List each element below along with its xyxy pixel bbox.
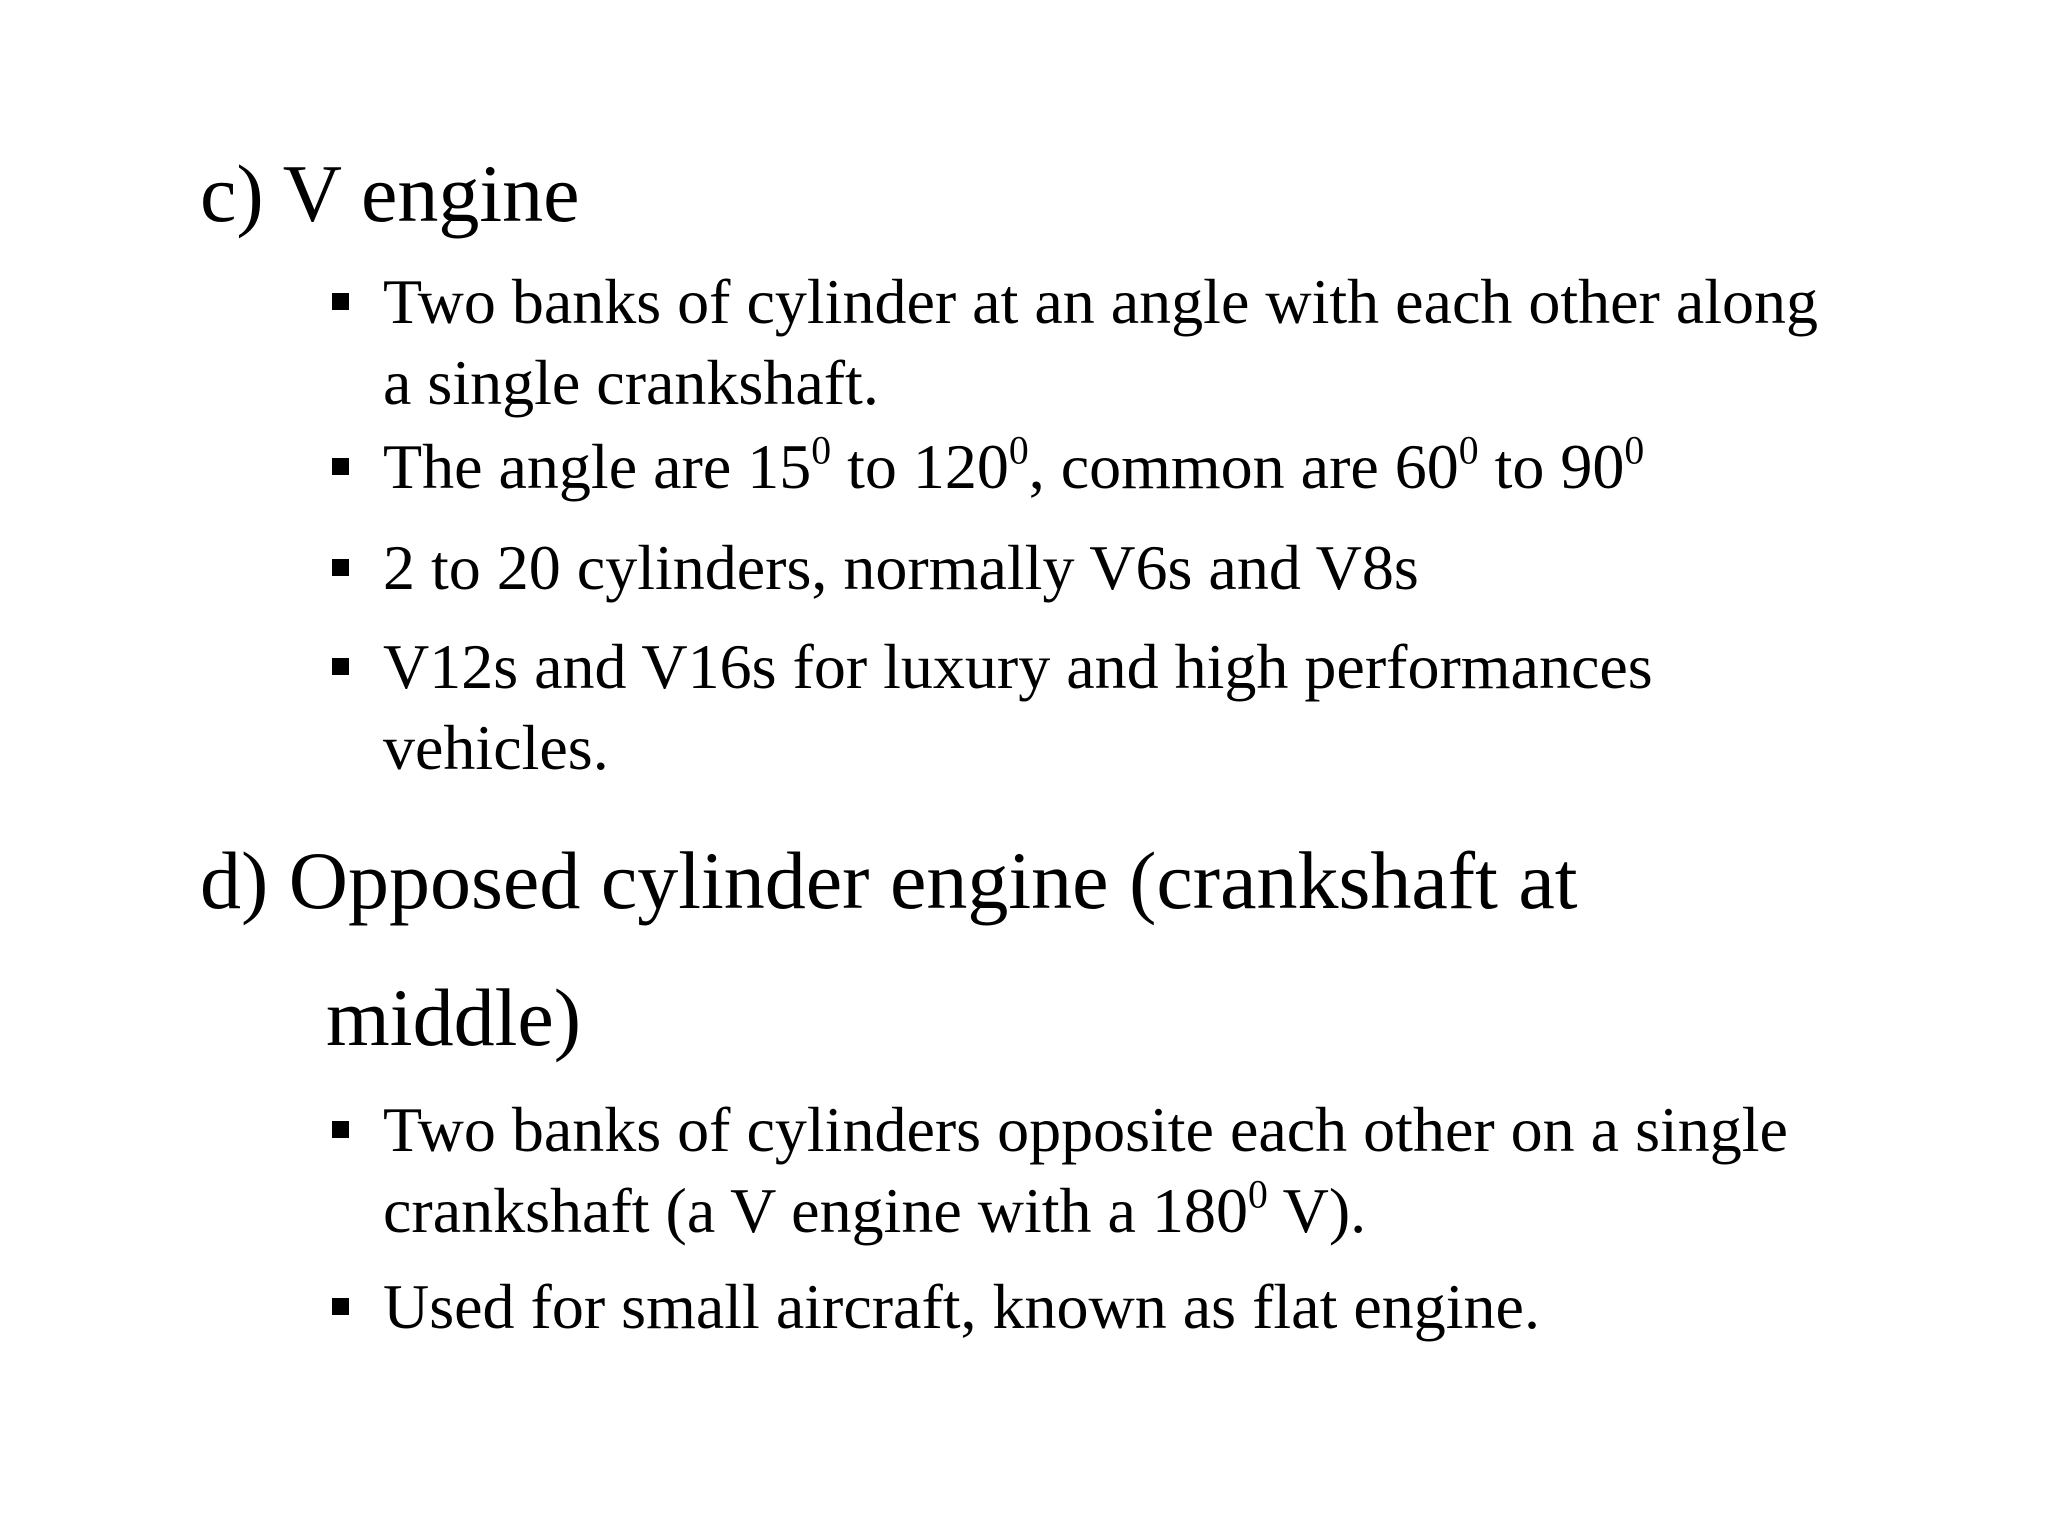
bullet-text-line: 2 to 20 cylinders, normally V6s and V8s [383, 532, 1419, 603]
bullet-text-line: a single crankshaft. [383, 347, 879, 418]
square-bullet-icon [332, 293, 349, 310]
text-segment: The angle are 15 [383, 431, 812, 502]
text-segment: , common are 60 [1028, 431, 1459, 502]
square-bullet-icon [332, 658, 349, 675]
bullet-list-opposed-cylinder-engine [330, 1089, 1970, 1347]
bullet-text-line: V12s and V16s for luxury and high performances [383, 631, 1653, 702]
bullet-text-line: vehicles. [383, 712, 609, 783]
text-segment: V). [1267, 1175, 1367, 1246]
bullet-text-line: Two banks of cylinder at an angle with each other along [383, 266, 1819, 337]
bullet-text-line: Used for small aircraft, known as flat engine. [383, 1271, 1540, 1342]
bullet-text-line [383, 1170, 1970, 1251]
square-bullet-icon [332, 559, 349, 576]
section-heading-v-engine [200, 125, 580, 262]
square-bullet-icon [332, 1298, 349, 1315]
heading-text: c) V engine [200, 148, 580, 239]
section-heading-opposed-cylinder-engine [200, 812, 1578, 1086]
text-segment: to 90 [1478, 431, 1625, 502]
text-segment: to 120 [831, 431, 1009, 502]
square-bullet-icon [332, 1121, 349, 1138]
degree-superscript: 0 [1247, 1172, 1268, 1217]
bullet-item [330, 527, 1970, 626]
bullet-item [330, 426, 1970, 527]
bullet-list-v-engine [330, 261, 1970, 788]
bullet-text-line: Two banks of cylinders opposite each other on a single [383, 1094, 1788, 1165]
bullet-item [330, 261, 1970, 426]
heading-text-continuation: middle) [326, 972, 582, 1063]
bullet-item [330, 1089, 1970, 1266]
degree-superscript: 0 [1624, 428, 1645, 473]
degree-superscript: 0 [811, 428, 832, 473]
bullet-text-line [383, 426, 1970, 507]
degree-superscript: 0 [1008, 428, 1029, 473]
bullet-item [330, 1266, 1970, 1347]
heading-text: d) Opposed cylinder engine (crankshaft at [200, 835, 1578, 926]
bullet-item [330, 626, 1970, 788]
text-segment: crankshaft (a V engine with a 180 [383, 1175, 1248, 1246]
square-bullet-icon [332, 458, 349, 475]
degree-superscript: 0 [1458, 428, 1479, 473]
